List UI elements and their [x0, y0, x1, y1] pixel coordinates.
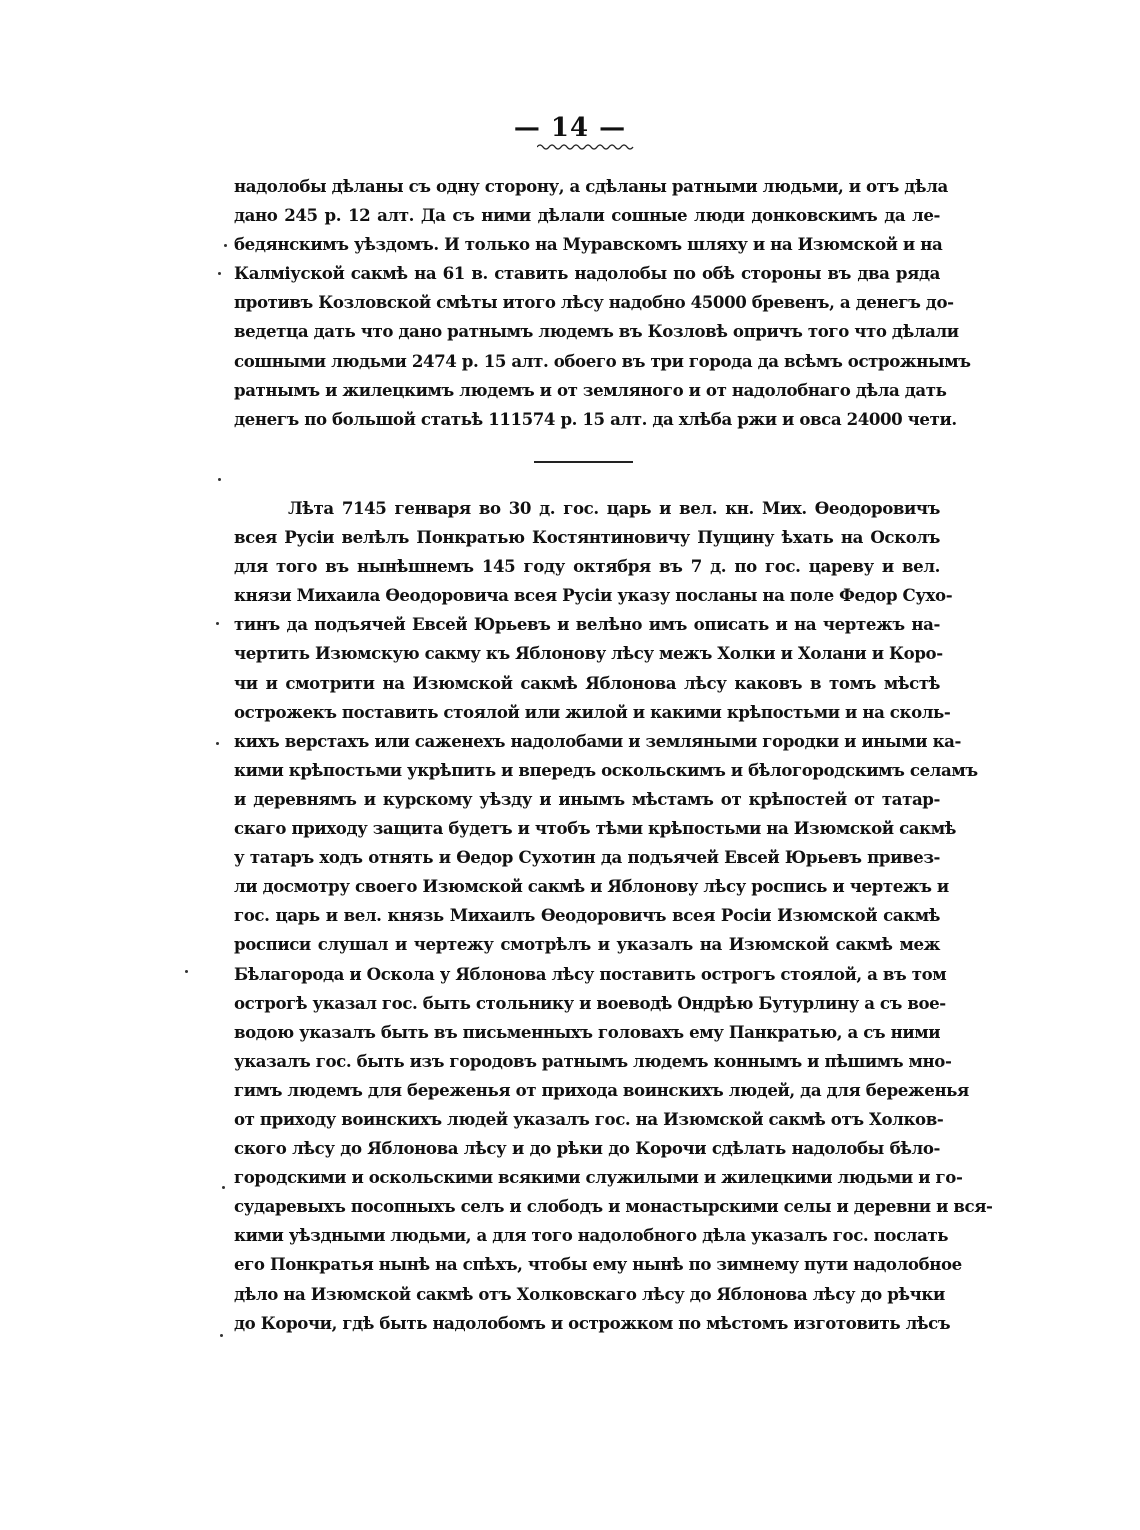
- section-divider: [534, 461, 633, 463]
- text-line: у татаръ ходъ отнять и Ѳедор Сухотин да подъячей Евсей Юрьевъ привез-: [234, 847, 940, 868]
- text-line: сударевыхъ посопныхъ селъ и слободъ и монастырскими селы и деревни и вся-: [234, 1196, 993, 1217]
- text-line: ратнымъ и жилецкимъ людемъ и от земляного и от надолобнаго дѣла дать: [234, 379, 947, 400]
- text-line: Лѣта 7145 генваря во 30 д. гос. царь и вел. кн. Мих. Ѳеодоровичъ: [288, 498, 940, 518]
- text-line: надолобы дѣланы съ одну сторону, а сдѣланы ратными людьми, и отъ дѣла: [234, 176, 948, 196]
- page-number-ornament: [537, 143, 634, 151]
- page-number: — 14 —: [513, 113, 627, 143]
- scan-speck: [224, 244, 227, 247]
- text-line: князи Михаила Ѳеодоровича всея Русіи указу посланы на поле Федор Сухо-: [234, 585, 953, 606]
- text-line: острогѣ указал гос. быть стольнику и воеводѣ Ондрѣю Бутурлину а съ вое-: [234, 992, 946, 1013]
- paragraph-1: [234, 172, 971, 434]
- paragraph-2: [234, 494, 993, 1338]
- text-line: кими уѣздными людьми, а для того надолобного дѣла указалъ гос. послать: [234, 1225, 949, 1246]
- text-line: дано 245 р. 12 алт. Да съ ними дѣлали сошные люди донковскимъ да ле-: [234, 205, 940, 226]
- text-line: гимъ людемъ для береженья от прихода воинскихъ людей, да для береженья: [234, 1079, 969, 1100]
- text-line: от приходу воинскихъ людей указалъ гос. на Изюмской сакмѣ отъ Холков-: [234, 1108, 944, 1129]
- text-line: гос. царь и вел. князь Михаилъ Ѳеодоровичъ всея Росіи Изюмской сакмѣ: [234, 905, 940, 926]
- scan-speck: [218, 478, 221, 481]
- text-line: росписи слушал и чертежу смотрѣлъ и указалъ на Изюмской сакмѣ меж: [234, 934, 940, 955]
- text-line: указалъ гос. быть изъ городовъ ратнымъ людемъ коннымъ и пѣшимъ мно-: [234, 1050, 952, 1071]
- text-line: до Корочи, гдѣ быть надолобомъ и острожком по мѣстомъ изготовить лѣсъ: [234, 1312, 951, 1333]
- text-line: кими крѣпостьми укрѣпить и впередъ оскольскимъ и бѣлогородскимъ селамъ: [234, 759, 978, 780]
- text-line: бедянскимъ уѣздомъ. И только на Муравскомъ шляху и на Изюмской и на: [234, 234, 943, 255]
- text-line: противъ Козловской смѣты итого лѣсу надобно 45000 бревенъ, а денегъ до-: [234, 292, 954, 313]
- text-line: его Понкратья нынѣ на спѣхъ, чтобы ему нынѣ по зимнему пути надолобное: [234, 1254, 962, 1275]
- text-line: кихъ верстахъ или саженехъ надолобами и земляными городки и иными ка-: [234, 730, 962, 751]
- scan-speck: [216, 742, 219, 745]
- text-line: ведетца дать что дано ратнымъ людемъ въ Козловѣ опричъ того что дѣлали: [234, 321, 959, 342]
- text-line: скаго приходу защита будетъ и чтобъ тѣми крѣпостьми на Изюмской сакмѣ: [234, 818, 956, 839]
- scan-speck: [185, 970, 188, 973]
- text-line: сошными людьми 2474 р. 15 алт. обоего въ три города да всѣмъ острожнымъ: [234, 350, 971, 371]
- text-line: острожекъ поставить стоялой или жилой и какими крѣпостьми и на сколь-: [234, 701, 951, 722]
- text-line: чертить Изюмскую сакму къ Яблонову лѣсу межъ Холки и Холани и Коро-: [234, 643, 943, 664]
- text-line: денегъ по большой статьѣ 111574 р. 15 алт. да хлѣба ржи и овса 24000 чети.: [234, 408, 957, 429]
- scan-speck: [220, 1334, 223, 1337]
- text-line: ли досмотру своего Изюмской сакмѣ и Яблонову лѣсу роспись и чертежъ и: [234, 876, 949, 897]
- text-line: всея Русіи велѣлъ Понкратью Костянтиновичу Пущину ѣхать на Осколъ: [234, 527, 940, 548]
- text-line: дѣло на Изюмской сакмѣ отъ Холковскаго лѣсу до Яблонова лѣсу до рѣчки: [234, 1283, 945, 1304]
- text-line: Бѣлагорода и Оскола у Яблонова лѣсу поставить острогъ стоялой, а въ том: [234, 963, 947, 984]
- scan-speck: [218, 272, 221, 275]
- text-line: и деревнямъ и курскому уѣзду и инымъ мѣстамъ от крѣпостей от татар-: [234, 788, 940, 809]
- text-line: городскими и оскольскими всякими служилыми и жилецкими людьми и го-: [234, 1167, 963, 1188]
- scan-speck: [222, 1186, 225, 1189]
- text-line: Калміуской сакмѣ на 61 в. ставить надолобы по обѣ стороны въ два ряда: [234, 263, 940, 284]
- scan-speck: [216, 622, 219, 625]
- text-line: ского лѣсу до Яблонова лѣсу и до рѣки до Корочи сдѣлать надолобы бѣло-: [234, 1138, 940, 1159]
- text-line: для того въ нынѣшнемъ 145 году октября въ 7 д. по гос. цареву и вел.: [234, 556, 940, 577]
- text-line: чи и смотрити на Изюмской сакмѣ Яблонова лѣсу каковъ в томъ мѣстѣ: [234, 672, 940, 693]
- text-line: тинъ да подъячей Евсей Юрьевъ и велѣно имъ описать и на чертежъ на-: [234, 614, 940, 635]
- text-line: водою указалъ быть въ письменныхъ головахъ ему Панкратью, а съ ними: [234, 1021, 941, 1042]
